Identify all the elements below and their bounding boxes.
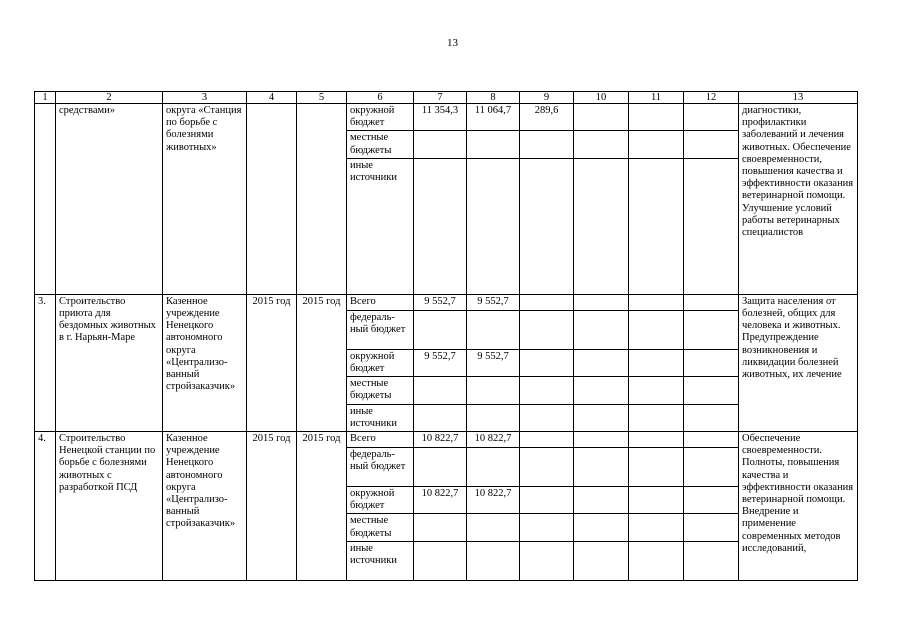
expected-result-cell: диагностики, профилактики заболеваний и лечения животных. Обеспечение своевременности, повышения качества и эффективности оказания ветеринарной помощи. Улучшение условий работы ветеринарных специалистов [739, 104, 858, 295]
amount-2016-cell [520, 310, 574, 349]
source-label-cell: Всего [347, 432, 414, 448]
amount-total-cell: 11 354,3 [414, 104, 467, 131]
col-header-1: 1 [35, 92, 56, 104]
amount-total-cell [414, 448, 467, 487]
amount-col11-cell [629, 294, 684, 310]
table-row [35, 294, 858, 310]
col-header-11: 11 [629, 92, 684, 104]
amount-total-cell [414, 158, 467, 294]
amount-col12-cell [684, 349, 739, 376]
amount-col10-cell [574, 432, 629, 448]
amount-total-cell: 9 552,7 [414, 294, 467, 310]
amount-2015-cell: 9 552,7 [467, 294, 520, 310]
amount-2016-cell [520, 158, 574, 294]
amount-col12-cell [684, 294, 739, 310]
amount-2015-cell [467, 448, 520, 487]
start-year-cell [247, 104, 297, 295]
amount-col11-cell [629, 514, 684, 541]
col-header-8: 8 [467, 92, 520, 104]
amount-col12-cell [684, 377, 739, 404]
source-label-cell: окружной бюджет [347, 104, 414, 131]
col-header-3: 3 [163, 92, 247, 104]
start-year-cell: 2015 год [247, 432, 297, 581]
amount-col11-cell [629, 487, 684, 514]
amount-col10-cell [574, 487, 629, 514]
table-row [35, 432, 858, 448]
amount-2015-cell: 9 552,7 [467, 349, 520, 376]
executor-cell: округа «Станция по борьбе с болезнями животных» [163, 104, 247, 295]
source-label-cell: окружной бюджет [347, 487, 414, 514]
amount-2015-cell [467, 541, 520, 580]
executor-cell: Казенное учреждение Ненецкого автономного округа «Централизо-ванный стройзаказчик» [163, 294, 247, 431]
amount-2015-cell [467, 131, 520, 158]
amount-2016-cell [520, 487, 574, 514]
source-label-cell: местные бюджеты [347, 514, 414, 541]
amount-2016-cell [520, 131, 574, 158]
amount-col10-cell [574, 514, 629, 541]
source-label-cell: федераль-ный бюджет [347, 448, 414, 487]
amount-col12-cell [684, 448, 739, 487]
amount-col10-cell [574, 377, 629, 404]
source-label-cell: окружной бюджет [347, 349, 414, 376]
row-number-cell: 4. [35, 432, 56, 581]
source-label-cell: иные источники [347, 541, 414, 580]
amount-col11-cell [629, 131, 684, 158]
amount-2015-cell [467, 404, 520, 431]
amount-col11-cell [629, 404, 684, 431]
executor-cell: Казенное учреждение Ненецкого автономного округа «Централизо-ванный стройзаказчик» [163, 432, 247, 581]
amount-col11-cell [629, 432, 684, 448]
col-header-4: 4 [247, 92, 297, 104]
col-header-12: 12 [684, 92, 739, 104]
amount-2015-cell [467, 377, 520, 404]
amount-2015-cell [467, 158, 520, 294]
amount-col10-cell [574, 448, 629, 487]
amount-2015-cell: 10 822,7 [467, 487, 520, 514]
amount-col11-cell [629, 310, 684, 349]
amount-col10-cell [574, 404, 629, 431]
amount-col11-cell [629, 448, 684, 487]
amount-2016-cell: 289,6 [520, 104, 574, 131]
amount-col10-cell [574, 349, 629, 376]
amount-2016-cell [520, 448, 574, 487]
measure-name-cell: средствами» [56, 104, 163, 295]
source-label-cell: иные источники [347, 404, 414, 431]
measure-name-cell: Строительство Ненецкой станции по борьбе с болезнями животных с разработкой ПСД [56, 432, 163, 581]
source-label-cell: федераль-ный бюджет [347, 310, 414, 349]
source-label-cell: местные бюджеты [347, 377, 414, 404]
amount-col10-cell [574, 294, 629, 310]
amount-total-cell [414, 514, 467, 541]
amount-2016-cell [520, 432, 574, 448]
amount-col10-cell [574, 158, 629, 294]
col-header-7: 7 [414, 92, 467, 104]
table-row [35, 104, 858, 131]
amount-col12-cell [684, 158, 739, 294]
col-header-2: 2 [56, 92, 163, 104]
amount-total-cell [414, 377, 467, 404]
amount-2016-cell [520, 294, 574, 310]
amount-total-cell: 10 822,7 [414, 432, 467, 448]
row-number-cell [35, 104, 56, 295]
amount-2016-cell [520, 404, 574, 431]
column-header-row [35, 92, 858, 104]
amount-total-cell [414, 541, 467, 580]
row-number-cell: 3. [35, 294, 56, 431]
amount-col10-cell [574, 541, 629, 580]
col-header-10: 10 [574, 92, 629, 104]
source-label-cell: Всего [347, 294, 414, 310]
amount-2015-cell: 10 822,7 [467, 432, 520, 448]
amount-col12-cell [684, 541, 739, 580]
amount-col11-cell [629, 377, 684, 404]
amount-total-cell: 9 552,7 [414, 349, 467, 376]
amount-total-cell: 10 822,7 [414, 487, 467, 514]
col-header-9: 9 [520, 92, 574, 104]
amount-col10-cell [574, 131, 629, 158]
amount-2015-cell: 11 064,7 [467, 104, 520, 131]
amount-col12-cell [684, 432, 739, 448]
amount-2015-cell [467, 310, 520, 349]
source-label-cell: иные источники [347, 158, 414, 294]
amount-total-cell [414, 404, 467, 431]
expected-result-cell: Обеспечение своевременности. Полноты, повышения качества и эффективности оказания ветеринарной помощи. Внедрение и применение современных методов исследований, [739, 432, 858, 581]
amount-2016-cell [520, 514, 574, 541]
amount-total-cell [414, 310, 467, 349]
end-year-cell [297, 104, 347, 295]
page-number: 13 [447, 37, 458, 49]
amount-col12-cell [684, 131, 739, 158]
amount-col11-cell [629, 104, 684, 131]
amount-col11-cell [629, 541, 684, 580]
expected-result-cell: Защита населения от болезней, общих для человека и животных. Предупреждение возникновения и ликвидации болезней животных, их лечение [739, 294, 858, 431]
amount-col11-cell [629, 158, 684, 294]
amount-col12-cell [684, 404, 739, 431]
program-table [34, 91, 858, 581]
amount-col11-cell [629, 349, 684, 376]
amount-2016-cell [520, 541, 574, 580]
end-year-cell: 2015 год [297, 432, 347, 581]
amount-col12-cell [684, 514, 739, 541]
amount-col12-cell [684, 310, 739, 349]
amount-col10-cell [574, 104, 629, 131]
col-header-5: 5 [297, 92, 347, 104]
start-year-cell: 2015 год [247, 294, 297, 431]
amount-2016-cell [520, 377, 574, 404]
amount-col10-cell [574, 310, 629, 349]
col-header-13: 13 [739, 92, 858, 104]
measure-name-cell: Строительство приюта для бездомных животных в г. Нарьян-Маре [56, 294, 163, 431]
amount-col12-cell [684, 104, 739, 131]
end-year-cell: 2015 год [297, 294, 347, 431]
col-header-6: 6 [347, 92, 414, 104]
amount-2015-cell [467, 514, 520, 541]
amount-total-cell [414, 131, 467, 158]
source-label-cell: местные бюджеты [347, 131, 414, 158]
amount-2016-cell [520, 349, 574, 376]
amount-col12-cell [684, 487, 739, 514]
